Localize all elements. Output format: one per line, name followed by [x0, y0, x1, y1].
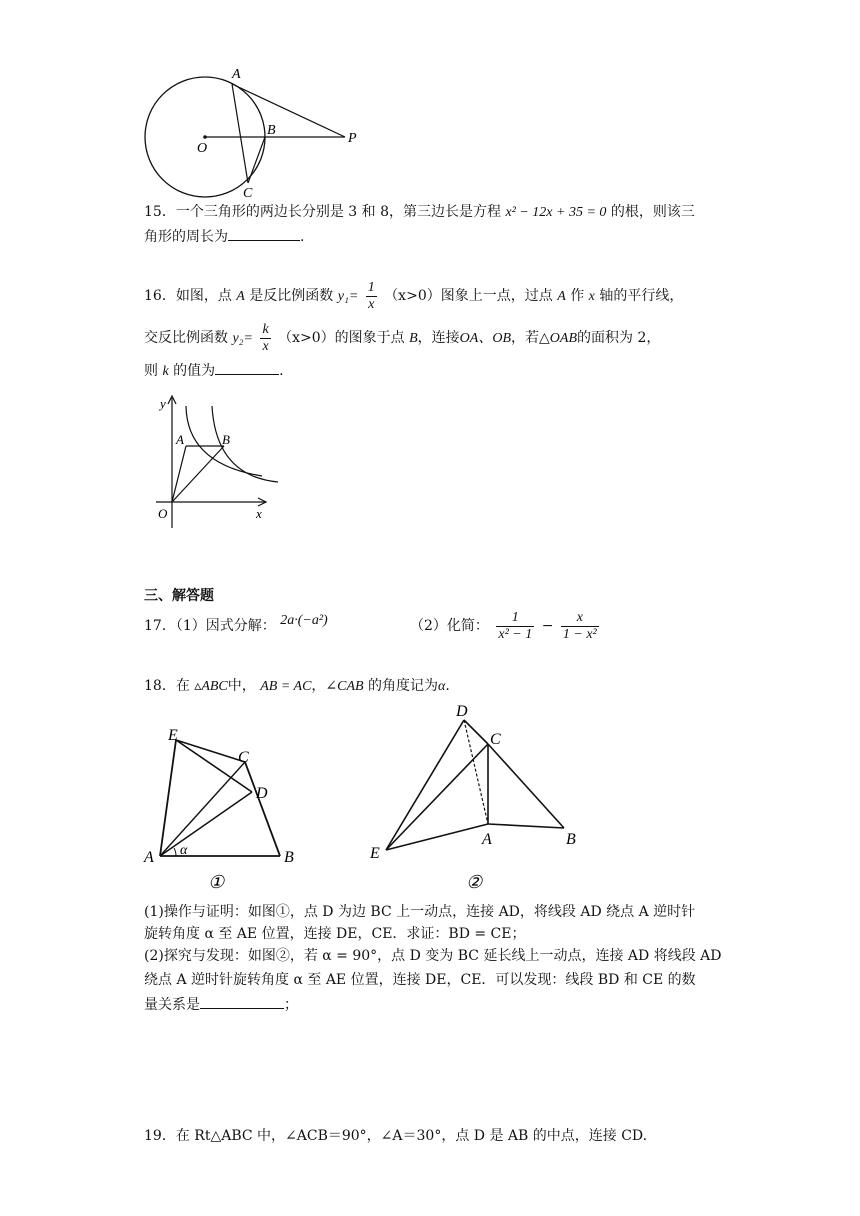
label-a: A	[176, 432, 184, 447]
q16-point-b: B	[409, 331, 418, 346]
circle-tangent-figure	[140, 60, 370, 200]
q15-line1	[144, 202, 695, 223]
q16-point-a: A	[557, 289, 566, 304]
q16-number: 16．	[144, 288, 176, 304]
q18-text: 中，	[227, 678, 256, 694]
label-d: D	[456, 703, 468, 720]
hyperbola-graph-figure	[142, 392, 282, 534]
q18-text: 量关系是	[144, 997, 200, 1013]
q17-line	[144, 608, 328, 652]
q16-line3	[144, 360, 284, 382]
q15-text1: 一个三角形的两边长分别是 3 和 8，第三边长是方程	[175, 204, 501, 220]
label-o: O	[158, 506, 168, 521]
label-y: y	[160, 396, 166, 411]
q17-fraction-1	[496, 610, 534, 643]
segment-ab	[488, 824, 564, 828]
label-alpha: α	[180, 843, 188, 858]
q16-text: 的值为	[173, 363, 216, 379]
segment-cb	[488, 744, 564, 828]
segment-ae	[160, 740, 176, 856]
q15-line2	[144, 226, 304, 247]
q18-alpha: α	[438, 679, 446, 694]
q16-x: x	[588, 289, 595, 304]
label-c: C	[243, 186, 253, 200]
q18-text: ，∠	[311, 678, 338, 694]
label-b: B	[566, 831, 576, 848]
q16-end: .	[279, 363, 284, 379]
q18-text: 的角度记为	[368, 678, 439, 694]
q16-text: 如图，点	[175, 288, 232, 304]
figure-2-caption: ②	[466, 872, 483, 892]
q16-text: 的面积为 2，	[577, 330, 661, 346]
q16-cond: （x>0）的图象于点	[278, 330, 405, 346]
frac-den: x	[368, 296, 375, 312]
segment-ec	[176, 740, 245, 762]
label-a: A	[482, 831, 492, 848]
segment-ad	[160, 792, 252, 856]
q15-text3: 角形的周长为	[144, 229, 228, 245]
q15-answer-blank[interactable]	[228, 226, 300, 241]
q19-line	[144, 1126, 647, 1146]
frac-num: x	[561, 610, 599, 627]
label-a: A	[232, 67, 241, 82]
q16-k: k	[162, 364, 169, 379]
figure-1-caption: ①	[208, 872, 225, 892]
frac-den: x² − 1	[498, 626, 533, 642]
label-c: C	[490, 731, 501, 748]
label-e: E	[168, 727, 178, 744]
segment-ea	[386, 824, 488, 850]
q18-equation: AB = AC	[260, 679, 312, 694]
q15-equation: x² − 12x + 35 = 0	[505, 205, 607, 220]
figure-2	[366, 700, 586, 892]
label-d: D	[256, 785, 268, 802]
segment-ac	[232, 84, 248, 183]
segment-ap	[232, 84, 345, 137]
label-a: A	[144, 849, 154, 866]
q18-triangle: ABC	[201, 679, 228, 694]
segment-cb	[245, 762, 280, 856]
q18-intro	[144, 676, 450, 697]
q15-number: 15．	[144, 204, 176, 220]
q16-y2: y₂=	[232, 331, 253, 346]
q16-y1: y₁=	[337, 289, 359, 304]
q15-text2: 的根，则该三	[610, 204, 695, 220]
q16-cond: （x>0）图象上一点，过点	[384, 288, 553, 304]
frac-num: k	[262, 321, 269, 337]
q17-expr1: 2a·(−a²)	[280, 613, 328, 628]
q18-answer-blank[interactable]	[200, 994, 284, 1009]
q17-part1: （1）因式分解：	[175, 618, 276, 634]
figure-1	[140, 720, 310, 892]
frac-den: x	[262, 338, 269, 354]
segment-bc	[248, 137, 265, 183]
label-x: x	[256, 506, 262, 521]
q17-part2: （2）化简：	[410, 618, 489, 634]
q17-minus: −	[541, 618, 554, 634]
q16-triangle: OAB	[549, 331, 577, 346]
label-o: O	[197, 141, 208, 156]
q16-fraction-1	[366, 280, 377, 313]
q18-part1-line1: (1)操作与证明：如图①，点 D 为边 BC 上一动点，连接 AD，将线段 AD 绕点 A 逆时针	[144, 904, 696, 920]
q19-text: 在 Rt△ABC 中，∠ACB＝90°，∠A＝30°，点 D 是 AB 的中点，连接 CD.	[175, 1128, 648, 1144]
segment-da-dashed	[464, 720, 488, 824]
q16-line1	[144, 276, 683, 316]
angle-arc	[174, 848, 176, 856]
q18-part1-line2: 旋转角度 α 至 AE 位置，连接 DE，CE．求证：BD = CE；	[144, 926, 526, 942]
q16-text: 轴的平行线，	[599, 288, 684, 304]
label-b: B	[284, 849, 294, 866]
q18-part2-line1: (2)探究与发现：如图②，若 α = 90°，点 D 变为 BC 延长线上一动点，连接 AD 将线段 AD	[144, 948, 722, 964]
label-e: E	[370, 845, 380, 862]
q18-text: 在 ▵	[175, 678, 202, 694]
q16-text: 是反比例函数	[249, 288, 334, 304]
q16-line2	[144, 318, 660, 358]
q17-fraction-2	[561, 610, 599, 643]
q16-point-a: A	[236, 289, 245, 304]
q16-text: ，若△	[511, 330, 550, 346]
q18-angle: CAB	[337, 679, 364, 694]
label-c: C	[238, 749, 249, 766]
q15-end: .	[300, 229, 305, 245]
segment-ob	[172, 446, 224, 502]
q16-text: 作	[570, 288, 585, 304]
q16-segments: OA、OB	[459, 331, 511, 346]
q16-answer-blank[interactable]	[215, 360, 279, 375]
label-b: B	[267, 123, 276, 138]
q18-part2-line3	[144, 994, 298, 1015]
q17-number: 17．	[144, 618, 176, 634]
q18-part2-line2: 绕点 A 逆时针旋转角度 α 至 AE 位置，连接 DE，CE．可以发现：线段 BD 和 CE 的数	[144, 972, 696, 988]
segment-de	[386, 720, 464, 850]
frac-den: 1 − x²	[562, 626, 597, 642]
q19-number: 19．	[144, 1128, 176, 1144]
section-title: 三、解答题	[144, 588, 214, 604]
q16-text: 交反比例函数	[144, 330, 228, 346]
q17-part2-line	[410, 608, 602, 652]
segment-ec	[386, 744, 488, 850]
q16-fraction-2	[260, 322, 270, 355]
q18-end: ；	[284, 997, 298, 1013]
frac-num: 1	[367, 279, 375, 295]
segment-dc	[464, 720, 488, 744]
q16-text: ，连接	[417, 330, 460, 346]
point-o	[203, 135, 207, 139]
label-b: B	[222, 432, 230, 447]
q18-end: .	[445, 678, 450, 694]
segment-ac	[160, 762, 245, 856]
frac-num: 1	[496, 610, 534, 627]
q16-text: 则	[144, 363, 158, 379]
label-p: P	[348, 131, 357, 146]
q18-number: 18．	[144, 678, 176, 694]
